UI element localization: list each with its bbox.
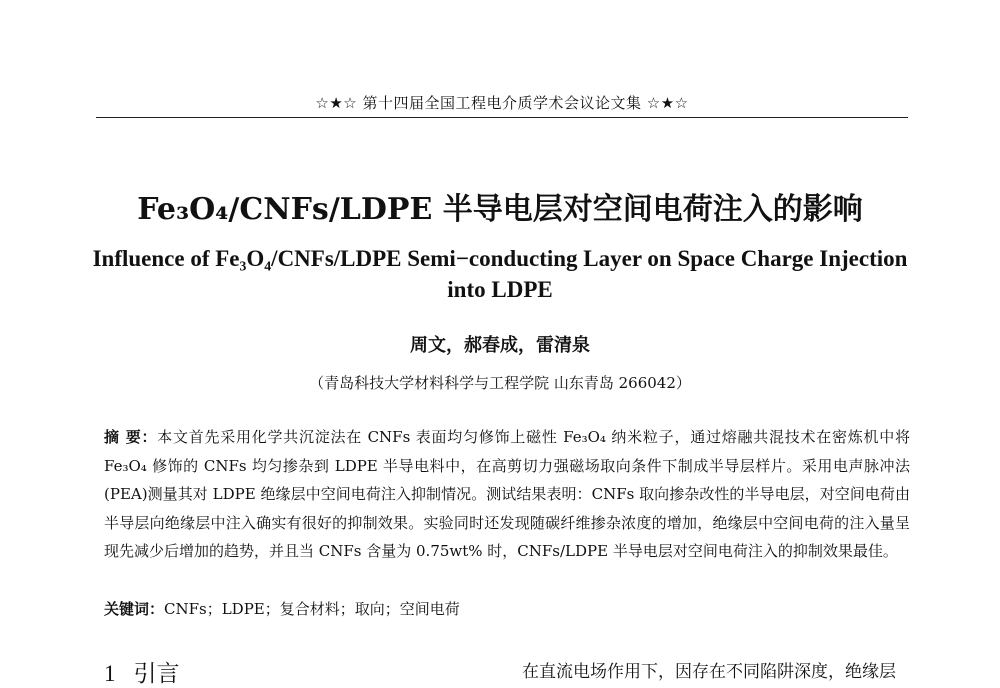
keywords	[104, 595, 910, 623]
proceedings-header: ☆★☆ 第十四届全国工程电介质学术会议论文集 ☆★☆	[315, 94, 689, 112]
abstract-label: 摘 要：	[104, 428, 158, 446]
affiliation: （青岛科技大学材料科学与工程学院 山东青岛 266042）	[309, 374, 691, 392]
abstract	[104, 423, 910, 566]
section-title: 引言	[133, 661, 180, 687]
section-heading	[104, 655, 180, 688]
keywords-text: CNFs；LDPE；复合材料；取向；空间电荷	[164, 600, 460, 618]
paper-title-english: Influence of Fe₃O₄/CNFs/LDPE Semi−conducting Layer on Space Charge Injection into LDPE	[92, 246, 908, 302]
section-number: 1	[104, 661, 116, 686]
author-list: 周文，郝春成，雷清泉	[410, 335, 590, 356]
keywords-label: 关键词：	[104, 600, 165, 618]
paper-title-chinese: Fe₃O₄/CNFs/LDPE 半导电层对空间电荷注入的影响	[137, 192, 863, 227]
abstract-text: 本文首先采用化学共沉淀法在 CNFs 表面均匀修饰上磁性 Fe₃O₄ 纳米粒子，通过熔融共混技术在密炼机中将 Fe₃O₄ 修饰的 CNFs 均匀掺杂到 LDPE 半导电料中，在高剪切力强磁场取向条件下制成半导层样片。采用电声脉冲法(PEA)测量其对 LDPE 绝缘层中空间电荷注入抑制情况。测试结果表明：CNFs 取向掺杂改性的半导电层，对空间电荷由半导层向绝缘层中注入确实有很好的抑制效果。实验同时还发现随碳纤维掺杂浓度的增加，绝缘层中空间电荷的注入量呈现先减少后增加的趋势，并且当 CNFs 含量为 0.75wt% 时，CNFs/LDPE 半导电层对空间电荷注入的抑制效果最佳。	[104, 428, 910, 560]
header-rule	[96, 117, 908, 118]
body-text-right-column: 在直流电场作用下，因存在不同陷阱深度，绝缘层	[522, 662, 896, 682]
